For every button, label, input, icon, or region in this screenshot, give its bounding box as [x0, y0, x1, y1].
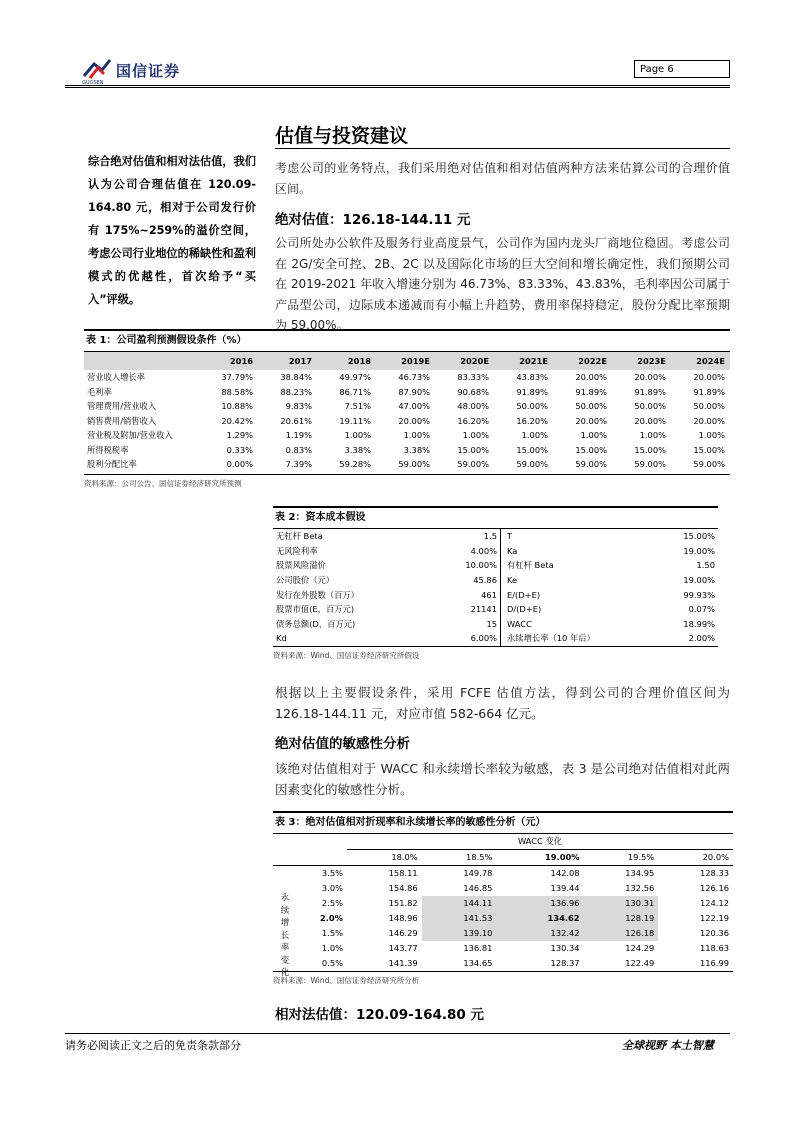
- table1-cell: 1.00%: [403, 430, 430, 441]
- table1-cell: 50.00%: [575, 401, 607, 412]
- table1-cell: 48.00%: [457, 401, 489, 412]
- table1-cell: 3.38%: [344, 444, 371, 455]
- sensitivity-cell: 139.10: [422, 926, 497, 941]
- table2-cell: 19.00%: [683, 575, 715, 586]
- logo-mark-icon: [82, 58, 112, 80]
- table1-cell: 1.00%: [639, 430, 666, 441]
- table2-cell: 有杠杆 Beta: [507, 560, 554, 571]
- table-sensitivity: [273, 811, 733, 986]
- sensitivity-cell: 139.44: [550, 883, 580, 893]
- sensitivity-heading: 绝对估值的敏感性分析: [275, 736, 410, 752]
- title-underline: [275, 148, 730, 149]
- table3-source: 资料来源：Wind、国信证券经济研究所分析: [273, 971, 733, 986]
- table1-col: 2021E: [494, 352, 553, 370]
- footer-slogan: 全球视野 本土智慧: [622, 1039, 714, 1052]
- sensitivity-row: [273, 956, 733, 971]
- sensitivity-cell: 130.34: [550, 943, 580, 953]
- table1-cell: 9.83%: [285, 401, 312, 412]
- table1-cell: 1.00%: [580, 430, 607, 441]
- sensitivity-cell: 128.33: [699, 868, 729, 878]
- table2-cell: 股票风险溢价: [276, 560, 326, 571]
- growth-row-label: 3.5%: [321, 868, 343, 878]
- sensitivity-cell: 141.39: [388, 958, 418, 968]
- table1-cell: 19.11%: [339, 415, 371, 426]
- sensitivity-cell: 134.62: [496, 911, 583, 926]
- table2-cell: 15.00%: [683, 531, 715, 542]
- table1-header-row: [84, 352, 730, 370]
- table1-cell: 20.42%: [221, 415, 253, 426]
- table1-cell: 37.79%: [221, 372, 253, 383]
- table1-cell: 15.00%: [457, 444, 489, 455]
- table1-cell: 管理费用/营业收入: [87, 401, 157, 412]
- sensitivity-paragraph: 该绝对估值相对于 WACC 和永续增长率较为敏感，表 3 是公司绝对估值相对此两因素变化的敏感性分析。: [275, 761, 730, 797]
- relative-valuation-heading: 相对法估值：120.09-164.80 元: [275, 1007, 484, 1023]
- table1-cell: 43.83%: [516, 372, 548, 383]
- logo-text: 国信证券: [116, 62, 181, 80]
- table1-cell: 20.00%: [693, 415, 725, 426]
- sensitivity-row: [273, 865, 733, 881]
- growth-row-label: 1.0%: [321, 943, 343, 953]
- table1-cell: 销售费用/销售收入: [87, 415, 157, 426]
- sensitivity-cell: 144.11: [422, 896, 497, 911]
- table1-col: 2017: [258, 352, 317, 370]
- table1-cell: 59.00%: [398, 459, 430, 470]
- sensitivity-cell: 146.29: [388, 928, 418, 938]
- sidebar-summary: 综合绝对估值和相对法估值，我们认为公司合理估值在 120.09-164.80 元，相对于公司发行价有 175%~259%的溢价空间，考虑公司行业地位的稀缺性和盈利模式的优越性，首次给予“买入”评级。: [88, 155, 256, 306]
- logo-subtext: GUOSEN: [82, 80, 104, 86]
- table1-cell: 15.00%: [693, 444, 725, 455]
- table1-cell: 7.51%: [344, 401, 371, 412]
- table1-cell: 91.89%: [516, 386, 548, 397]
- wacc-column-label: 19.00%: [496, 849, 583, 865]
- table1-cell: 47.00%: [398, 401, 430, 412]
- table2-row: [273, 631, 718, 646]
- table2-row: [273, 587, 718, 602]
- table1-row: [84, 385, 730, 400]
- growth-row-label: 1.5%: [321, 928, 343, 938]
- table2-cell: 461: [399, 587, 501, 602]
- abs-valuation-paragraph: 公司所处办公软件及服务行业高度景气，公司作为国内龙头厂商地位稳固。考虑公司在 2G/安全可控、2B、2C 以及国际化市场的巨大空间和增长确定性，我们预期公司在 2019-2021 年收入增速分别为 46.73%、83.33%、43.83%，毛利率因公司属于产品型公司，边际成本递减而有小幅上升趋势，费用率保持稳定，股份分配比率预期为 59.00%。: [275, 236, 730, 332]
- table1-cell: 15.00%: [575, 444, 607, 455]
- table2-cell: 4.00%: [399, 544, 501, 559]
- sensitivity-cell: 136.96: [496, 896, 583, 911]
- table2-cell: 股票市值(E，百万元): [276, 604, 355, 615]
- sensitivity-row: [273, 881, 733, 896]
- growth-row-label: 0.5%: [321, 958, 343, 968]
- table1-cell: 50.00%: [693, 401, 725, 412]
- table-capital-cost: [273, 506, 718, 661]
- table1-cell: 49.97%: [339, 372, 371, 383]
- sensitivity-cell: 154.86: [388, 883, 418, 893]
- sensitivity-cell: 158.11: [388, 868, 418, 878]
- table2-row: [273, 558, 718, 573]
- sensitivity-cell: 134.95: [625, 868, 655, 878]
- sensitivity-cell: 124.12: [699, 898, 729, 908]
- sensitivity-cell: 126.18: [584, 926, 659, 941]
- table1-cell: 7.39%: [285, 459, 312, 470]
- table2-cell: 债务总额(D，百万元): [276, 618, 356, 629]
- abs-valuation-heading: 绝对估值：126.18-144.11 元: [275, 212, 471, 228]
- sensitivity-cell: 143.77: [388, 943, 418, 953]
- table2-cell: 1.5: [399, 529, 501, 544]
- table1-cell: 16.20%: [516, 415, 548, 426]
- table2-cell: E/(D+E): [507, 589, 541, 600]
- table2-cell: 发行在外股数（百万）: [276, 589, 359, 600]
- table2-cell: 0.07%: [688, 604, 715, 615]
- table1-cell: 46.73%: [398, 372, 430, 383]
- growth-axis-label: 永 续 增 长 率 变 化: [280, 893, 290, 978]
- footer-disclaimer: 请务必阅读正文之后的免责条款部分: [65, 1039, 241, 1052]
- table1-cell: 91.89%: [693, 386, 725, 397]
- table1-cell: 营业税及附加/营业收入: [87, 430, 173, 441]
- table2-row: [273, 573, 718, 588]
- wacc-axis-label: WACC 变化: [347, 834, 733, 849]
- sensitivity-cell: 146.85: [463, 883, 493, 893]
- table1-row: [84, 414, 730, 429]
- table2-cell: 15: [399, 617, 501, 632]
- table1-row: [84, 399, 730, 414]
- table2-cell: D/(D+E): [507, 604, 542, 615]
- sensitivity-cell: 126.16: [699, 883, 729, 893]
- sensitivity-cell: 132.42: [496, 926, 583, 941]
- sensitivity-cell: 128.37: [550, 958, 580, 968]
- growth-row-label: 2.5%: [321, 898, 343, 908]
- sensitivity-cell: 130.31: [584, 896, 659, 911]
- table1-cell: 50.00%: [634, 401, 666, 412]
- table1-cell: 所得税税率: [87, 444, 129, 455]
- header-divider: [65, 85, 730, 86]
- section-title: 估值与投资建议: [275, 125, 409, 147]
- table1-cell: 59.00%: [516, 459, 548, 470]
- sensitivity-cell: 128.19: [584, 911, 659, 926]
- table1-cell: 59.00%: [575, 459, 607, 470]
- table1-cell: 59.00%: [693, 459, 725, 470]
- table2-cell: T: [507, 531, 513, 542]
- table2-cell: 无风险利率: [276, 545, 318, 556]
- growth-row-label: 3.0%: [321, 883, 343, 893]
- table1-cell: 87.90%: [398, 386, 430, 397]
- table2-caption: 表 2：资本成本假设: [273, 506, 718, 529]
- table1-cell: 20.00%: [693, 372, 725, 383]
- table1-col: [84, 352, 199, 370]
- table1-cell: 83.33%: [457, 372, 489, 383]
- table2-cell: 99.93%: [683, 589, 715, 600]
- header-divider-2: [65, 87, 730, 88]
- wacc-column-label: 19.5%: [584, 849, 659, 865]
- table1-col: 2024E: [671, 352, 730, 370]
- table2-cell: 2.00%: [688, 633, 715, 644]
- table2-cell: 19.00%: [683, 545, 715, 556]
- table1-cell: 1.00%: [521, 430, 548, 441]
- table1-row: [84, 370, 730, 385]
- company-logo: [82, 58, 202, 84]
- table1-cell: 86.71%: [339, 386, 371, 397]
- table1-cell: 38.84%: [280, 372, 312, 383]
- table1-cell: 1.00%: [462, 430, 489, 441]
- sensitivity-cell: 120.36: [699, 928, 729, 938]
- table1-cell: 91.89%: [575, 386, 607, 397]
- sensitivity-cell: 142.08: [550, 868, 580, 878]
- table1-cell: 3.38%: [403, 444, 430, 455]
- table2-cell: 1.50: [696, 560, 715, 571]
- table1-cell: 1.19%: [285, 430, 312, 441]
- table1-cell: 15.00%: [634, 444, 666, 455]
- table1-row: [84, 443, 730, 458]
- table2-cell: Kd: [276, 633, 287, 644]
- sensitivity-cell: 136.81: [463, 943, 493, 953]
- table1-cell: 营业收入增长率: [87, 372, 146, 383]
- table2-cell: 永续增长率（10 年后）: [507, 633, 595, 644]
- table1-col: 2020E: [435, 352, 494, 370]
- table1-col: 2016: [199, 352, 258, 370]
- wacc-column-label: 18.0%: [347, 849, 422, 865]
- table1-col: 2018: [317, 352, 376, 370]
- table2-cell: 公司股价（元）: [276, 575, 335, 586]
- table2-cell: 无杠杆 Beta: [276, 531, 323, 542]
- table1-col: 2019E: [376, 352, 435, 370]
- table1-cell: 0.83%: [285, 444, 312, 455]
- table2-cell: 18.99%: [683, 618, 715, 629]
- table2-cell: Ke: [507, 575, 518, 586]
- table1-cell: 16.20%: [457, 415, 489, 426]
- sensitivity-row: [273, 941, 733, 956]
- table2-cell: WACC: [507, 618, 532, 629]
- table1-cell: 20.00%: [575, 415, 607, 426]
- table2-cell: 45.86: [399, 573, 501, 588]
- table2-row: [273, 544, 718, 559]
- table1-cell: 1.00%: [698, 430, 725, 441]
- sensitivity-row: [273, 911, 733, 926]
- table2-cell: 10.00%: [399, 558, 501, 573]
- table1-cell: 0.33%: [226, 444, 253, 455]
- table1-source: 资料来源：公司公告、国信证券经济研究所预测: [84, 474, 730, 489]
- table1-cell: 88.58%: [221, 386, 253, 397]
- table1-col: 2023E: [612, 352, 671, 370]
- table1-cell: 20.61%: [280, 415, 312, 426]
- table1-cell: 91.89%: [634, 386, 666, 397]
- table1-cell: 88.23%: [280, 386, 312, 397]
- sensitivity-cell: 134.65: [463, 958, 493, 968]
- wacc-column-label: 18.5%: [422, 849, 497, 865]
- table2-row: [273, 529, 718, 544]
- sensitivity-cell: 124.29: [625, 943, 655, 953]
- footer-divider: [65, 1033, 730, 1034]
- intro-paragraph: 考虑公司的业务特点，我们采用绝对估值和相对估值两种方法来估算公司的合理价值区间。: [275, 161, 730, 196]
- table1-row: [84, 428, 730, 443]
- sensitivity-cell: 132.56: [625, 883, 655, 893]
- table1-cell: 10.88%: [221, 401, 253, 412]
- growth-row-label: 2.0%: [319, 913, 343, 923]
- sensitivity-cell: 149.78: [463, 868, 493, 878]
- result-paragraph: 根据以上主要假设条件，采用 FCFE 估值方法，得到公司的合理价值区间为 126.18-144.11 元，对应市值 582-664 亿元。: [275, 685, 730, 721]
- table1-cell: 50.00%: [516, 401, 548, 412]
- table1-row: [84, 457, 730, 472]
- table1-cell: 0.00%: [226, 459, 253, 470]
- table1-cell: 毛利率: [87, 386, 112, 397]
- table2-cell: 21141: [399, 602, 501, 617]
- table1-cell: 20.00%: [575, 372, 607, 383]
- sensitivity-cell: 122.49: [625, 958, 655, 968]
- sensitivity-cell: 122.19: [699, 913, 729, 923]
- table1-cell: 20.00%: [398, 415, 430, 426]
- sensitivity-row: [273, 896, 733, 911]
- table2-source: 资料来源：Wind、国信证券经济研究所假设: [273, 646, 718, 661]
- page-number: Page 6: [634, 60, 730, 78]
- table1-cell: 20.00%: [634, 372, 666, 383]
- table1-cell: 90.68%: [457, 386, 489, 397]
- table1-cell: 1.29%: [226, 430, 253, 441]
- sensitivity-cell: 116.99: [699, 958, 729, 968]
- table2-cell: Ka: [507, 545, 518, 556]
- table1-cell: 15.00%: [516, 444, 548, 455]
- table-forecast-assumptions: [84, 329, 730, 489]
- table3-caption: 表 3：绝对估值相对折现率和永续增长率的敏感性分析（元）: [273, 811, 733, 834]
- table2-row: [273, 617, 718, 632]
- table1-cell: 59.00%: [457, 459, 489, 470]
- sensitivity-cell: 148.96: [388, 913, 418, 923]
- table1-cell: 59.28%: [339, 459, 371, 470]
- table1-col: 2022E: [553, 352, 612, 370]
- sensitivity-cell: 151.82: [388, 898, 418, 908]
- table1-cell: 59.00%: [634, 459, 666, 470]
- wacc-column-label: 20.0%: [658, 849, 733, 865]
- sensitivity-row: [273, 926, 733, 941]
- table1-cell: 1.00%: [344, 430, 371, 441]
- table2-cell: 6.00%: [399, 631, 501, 646]
- table1-cell: 股利分配比率: [87, 459, 137, 470]
- table2-row: [273, 602, 718, 617]
- table1-cell: 20.00%: [634, 415, 666, 426]
- table1-caption: 表 1：公司盈利预测假设条件（%）: [84, 329, 730, 352]
- sensitivity-cell: 118.63: [699, 943, 729, 953]
- sensitivity-cell: 141.53: [422, 911, 497, 926]
